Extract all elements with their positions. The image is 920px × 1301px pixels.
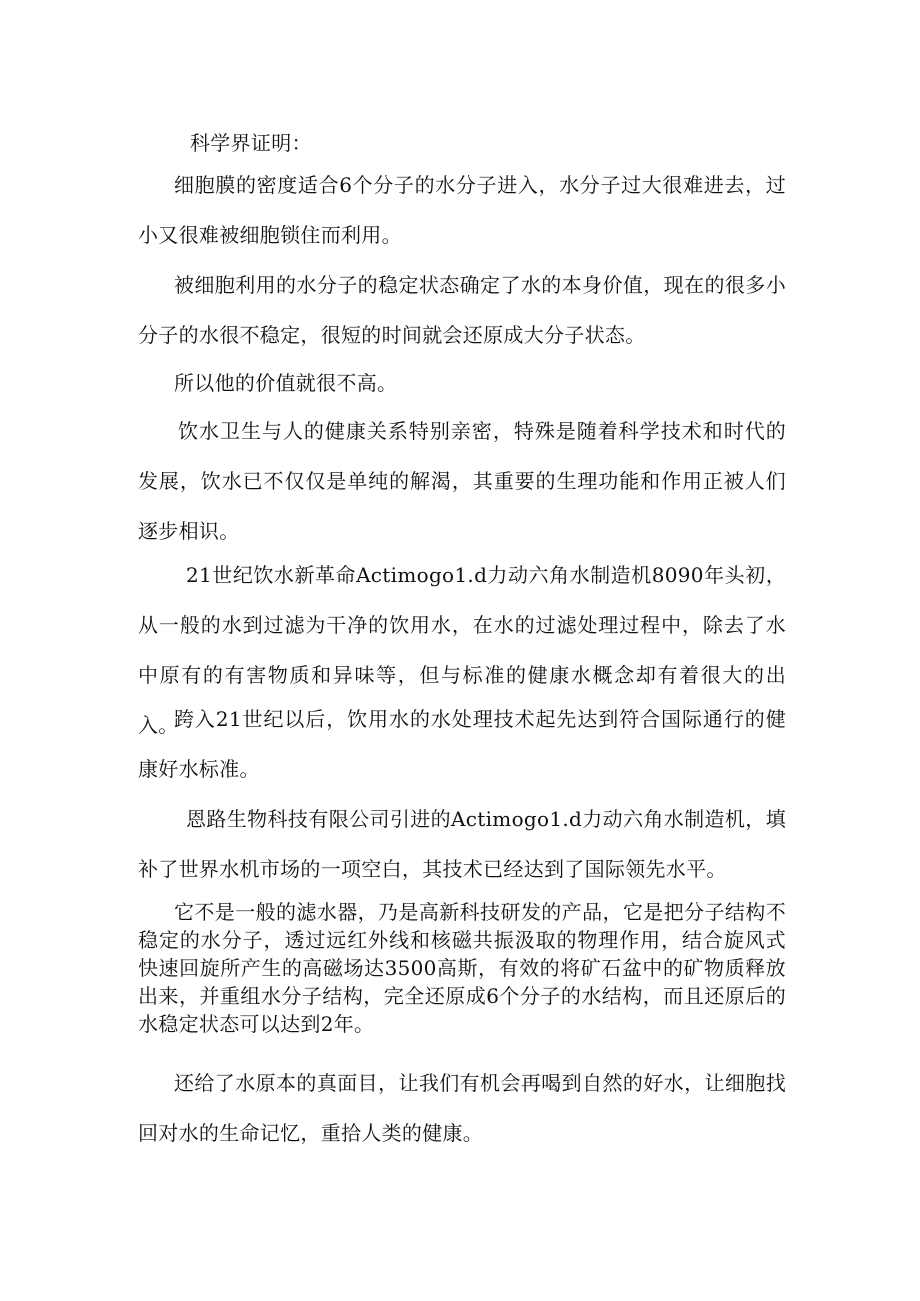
paragraph-6: 21世纪饮水新革命Actimogo1.d力动六角水制造机8090年头初，从一般的水到过滤为干净的饮用水，在水的过滤处理过程中，除去了水中原有的有害物质和异味等，但与标准的健康水概念却有着很大的出入。 bbox=[138, 563, 786, 737]
paragraph-8: 恩路生物科技有限公司引进的Actimogo1.d力动六角水制造机，填补了世界水机市场的一项空白，其技术已经达到了国际领先水平。 bbox=[138, 807, 786, 881]
paragraph-9: 它不是一般的滤水器，乃是高新科技研发的产品，它是把分子结构不稳定的水分子，透过远红外线和核磁共振汲取的物理作用，结合旋风式快速回旋所产生的高磁场达3500高斯，有效的将矿石盆中的矿物质释放出来，并重组水分子结构，完全还原成6个分子的水结构，而且还原后的水稳定状态可以达到2年。 bbox=[138, 900, 786, 1036]
paragraph-10: 还给了水原本的真面目，让我们有机会再喝到自然的好水，让细胞找回对水的生命记忆，重拾人类的健康。 bbox=[138, 1071, 786, 1145]
paragraph-2: 细胞膜的密度适合6个分子的水分子进入，水分子过大很难进去，过小又很难被细胞锁住而利用。 bbox=[138, 173, 786, 247]
paragraph-7: 跨入21世纪以后，饮用水的水处理技术起先达到符合国际通行的健康好水标准。 bbox=[138, 707, 786, 781]
paragraph-4: 所以他的价值就很不高。 bbox=[174, 371, 398, 395]
paragraph-3: 被细胞利用的水分子的稳定状态确定了水的本身价值，现在的很多小分子的水很不稳定，很短的时间就会还原成大分子状态。 bbox=[138, 273, 786, 347]
paragraph-5: 饮水卫生与人的健康关系特别亲密，特殊是随着科学技术和时代的发展，饮水已不仅仅是单纯的解渴，其重要的生理功能和作用正被人们逐步相识。 bbox=[138, 419, 786, 543]
paragraph-1: 科学界证明： bbox=[190, 131, 312, 155]
